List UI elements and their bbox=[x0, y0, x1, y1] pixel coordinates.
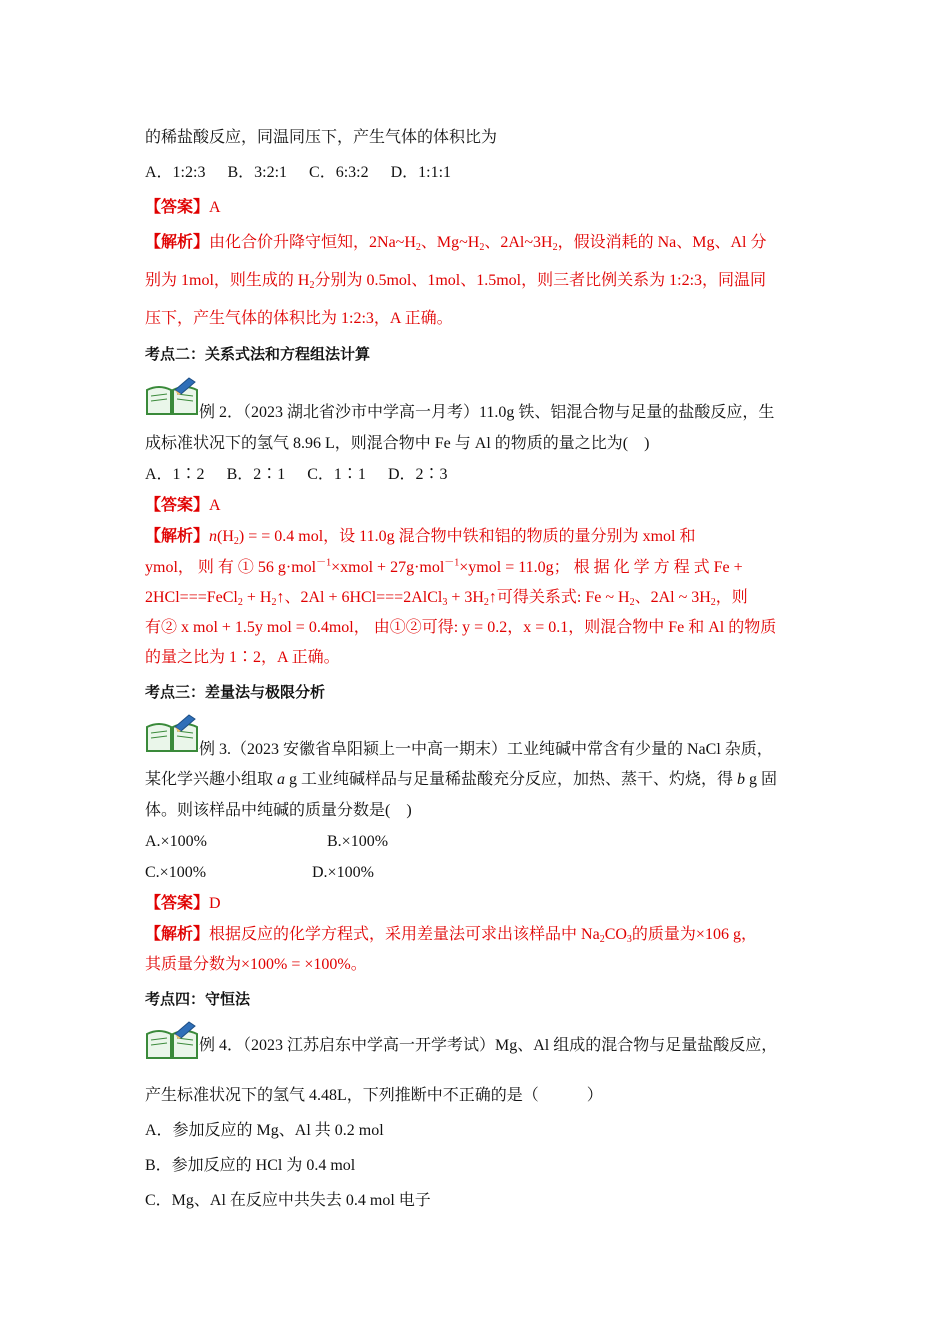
q4-stem-line-2: 产生标准状况下的氢气 4.48L，下列推断中不正确的是（ ） bbox=[145, 1087, 603, 1104]
q3-analysis-line-2: 其质量分数为×100% = ×100%。 bbox=[145, 956, 367, 973]
q3-answer: 【答案】D bbox=[145, 895, 221, 912]
q4-option-b: B．参加反应的 HCl 为 0.4 mol bbox=[145, 1157, 356, 1174]
section-title-2: 考点二：关系式法和方程组法计算 bbox=[145, 345, 371, 363]
q2-option-c: C．1∶1 bbox=[307, 466, 366, 483]
open-book-icon bbox=[145, 1020, 199, 1060]
q1-option-b: B．3:2:1 bbox=[227, 164, 288, 181]
q2-stem-line-2: 成标准状况下的氢气 8.96 L，则混合物中 Fe 与 Al 的物质的量之比为( ) bbox=[145, 435, 650, 452]
q3-option-d: D.×100% bbox=[312, 864, 374, 881]
q2-option-a: A．1∶2 bbox=[145, 466, 205, 483]
q2-stem-line-1: 例 2．（2023 湖北省沙市中学高一月考）11.0g 铁、铝混合物与足量的盐酸反应，生 bbox=[199, 404, 775, 421]
q3-stem-line-3: 体。则该样品中纯碱的质量分数是( ) bbox=[145, 802, 412, 819]
q3-analysis-line-1: 【解析】根据反应的化学方程式，采用差量法可求出该样品中 $Na_2CO_3$的质量为×106 g， bbox=[145, 926, 757, 945]
q3-stem-line-2: 某化学兴趣小组取 a g 工业纯碱样品与足量稀盐酸充分反应，加热、蒸干、灼烧，得 b g 固 bbox=[145, 771, 778, 788]
q3-option-c: C.×100% bbox=[145, 864, 207, 881]
q2-analysis-line-3: 2HCl===FeCl$_2$ + $H_2↑$、2Al + 6HCl===2AlCl$_3$ + $3H_2↑$可得关系式: Fe ~ $H_2$、2Al ~ $3H_2$，则 bbox=[145, 589, 748, 608]
q1-option-d: D．1:1:1 bbox=[390, 164, 452, 181]
q3-option-b: B.×100% bbox=[327, 833, 389, 850]
q3-stem-line-1: 例 3.（2023 安徽省阜阳颍上一中高一期末）工业纯碱中常含有少量的 NaCl 杂质， bbox=[199, 741, 773, 758]
q4-stem-line-1: 例 4．（2023 江苏启东中学高一开学考试）Mg、Al 组成的混合物与足量盐酸反应， bbox=[199, 1037, 778, 1054]
q4-option-a: A．参加反应的 Mg、Al 共 0.2 mol bbox=[145, 1122, 384, 1139]
q4-option-c: C．Mg、Al 在反应中共失去 0.4 mol 电子 bbox=[145, 1192, 431, 1209]
q2-analysis-line-2: ymol， 则 有 ① 56 g·mol$^{-1}$×xmol + 27g·mol$^{-1}$×ymol = 11.0g； 根 据 化 学 方 程 式 Fe + bbox=[145, 557, 743, 576]
q2-analysis-line-5: 的量之比为 1∶2，A 正确。 bbox=[145, 649, 340, 666]
section-title-3: 考点三：差量法与极限分析 bbox=[145, 683, 326, 701]
q1-stem-tail: 的稀盐酸反应，同温同压下，产生气体的体积比为 bbox=[145, 129, 498, 146]
q2-answer: 【答案】A bbox=[145, 497, 221, 514]
q2-option-d: D．2∶3 bbox=[387, 466, 448, 483]
q2-options bbox=[145, 465, 810, 485]
open-book-icon bbox=[145, 713, 199, 753]
q2-analysis-line-4: 有② x mol + 1.5y mol = 0.4mol， 由①②可得: y = 0.2，x = 0.1，则混合物中 Fe 和 Al 的物质 bbox=[145, 619, 777, 636]
section-title-4: 考点四：守恒法 bbox=[145, 990, 251, 1008]
q1-analysis-line-3: 压下，产生气体的体积比为 1:2:3，A 正确。 bbox=[145, 310, 453, 327]
q2-analysis-line-1: 【解析】$n(H_2)$ = = 0.4 mol，设 11.0g 混合物中铁和铝的物质的量分别为 xmol 和 bbox=[145, 528, 696, 547]
q1-analysis-line-2: 别为 1mol，则生成的 $H_2$分别为 0.5mol、1mol、1.5mol，则三者比例关系为 1:2:3，同温同 bbox=[145, 272, 767, 291]
q1-options bbox=[145, 163, 810, 183]
q3-option-a: A.×100% bbox=[145, 833, 207, 850]
q1-option-c: C．6:3:2 bbox=[309, 164, 369, 181]
q1-analysis-line-1: 【解析】由化合价升降守恒知，$2Na\sim H_2$、$Mg\sim H_2$、$2Al\sim 3H_2$，假设消耗的 Na、Mg、Al 分 bbox=[145, 234, 767, 253]
open-book-icon bbox=[145, 376, 199, 416]
q2-option-b: B．2∶1 bbox=[226, 466, 286, 483]
q1-option-a: A．1:2:3 bbox=[145, 164, 206, 181]
q1-answer: 【答案】A bbox=[145, 199, 221, 216]
